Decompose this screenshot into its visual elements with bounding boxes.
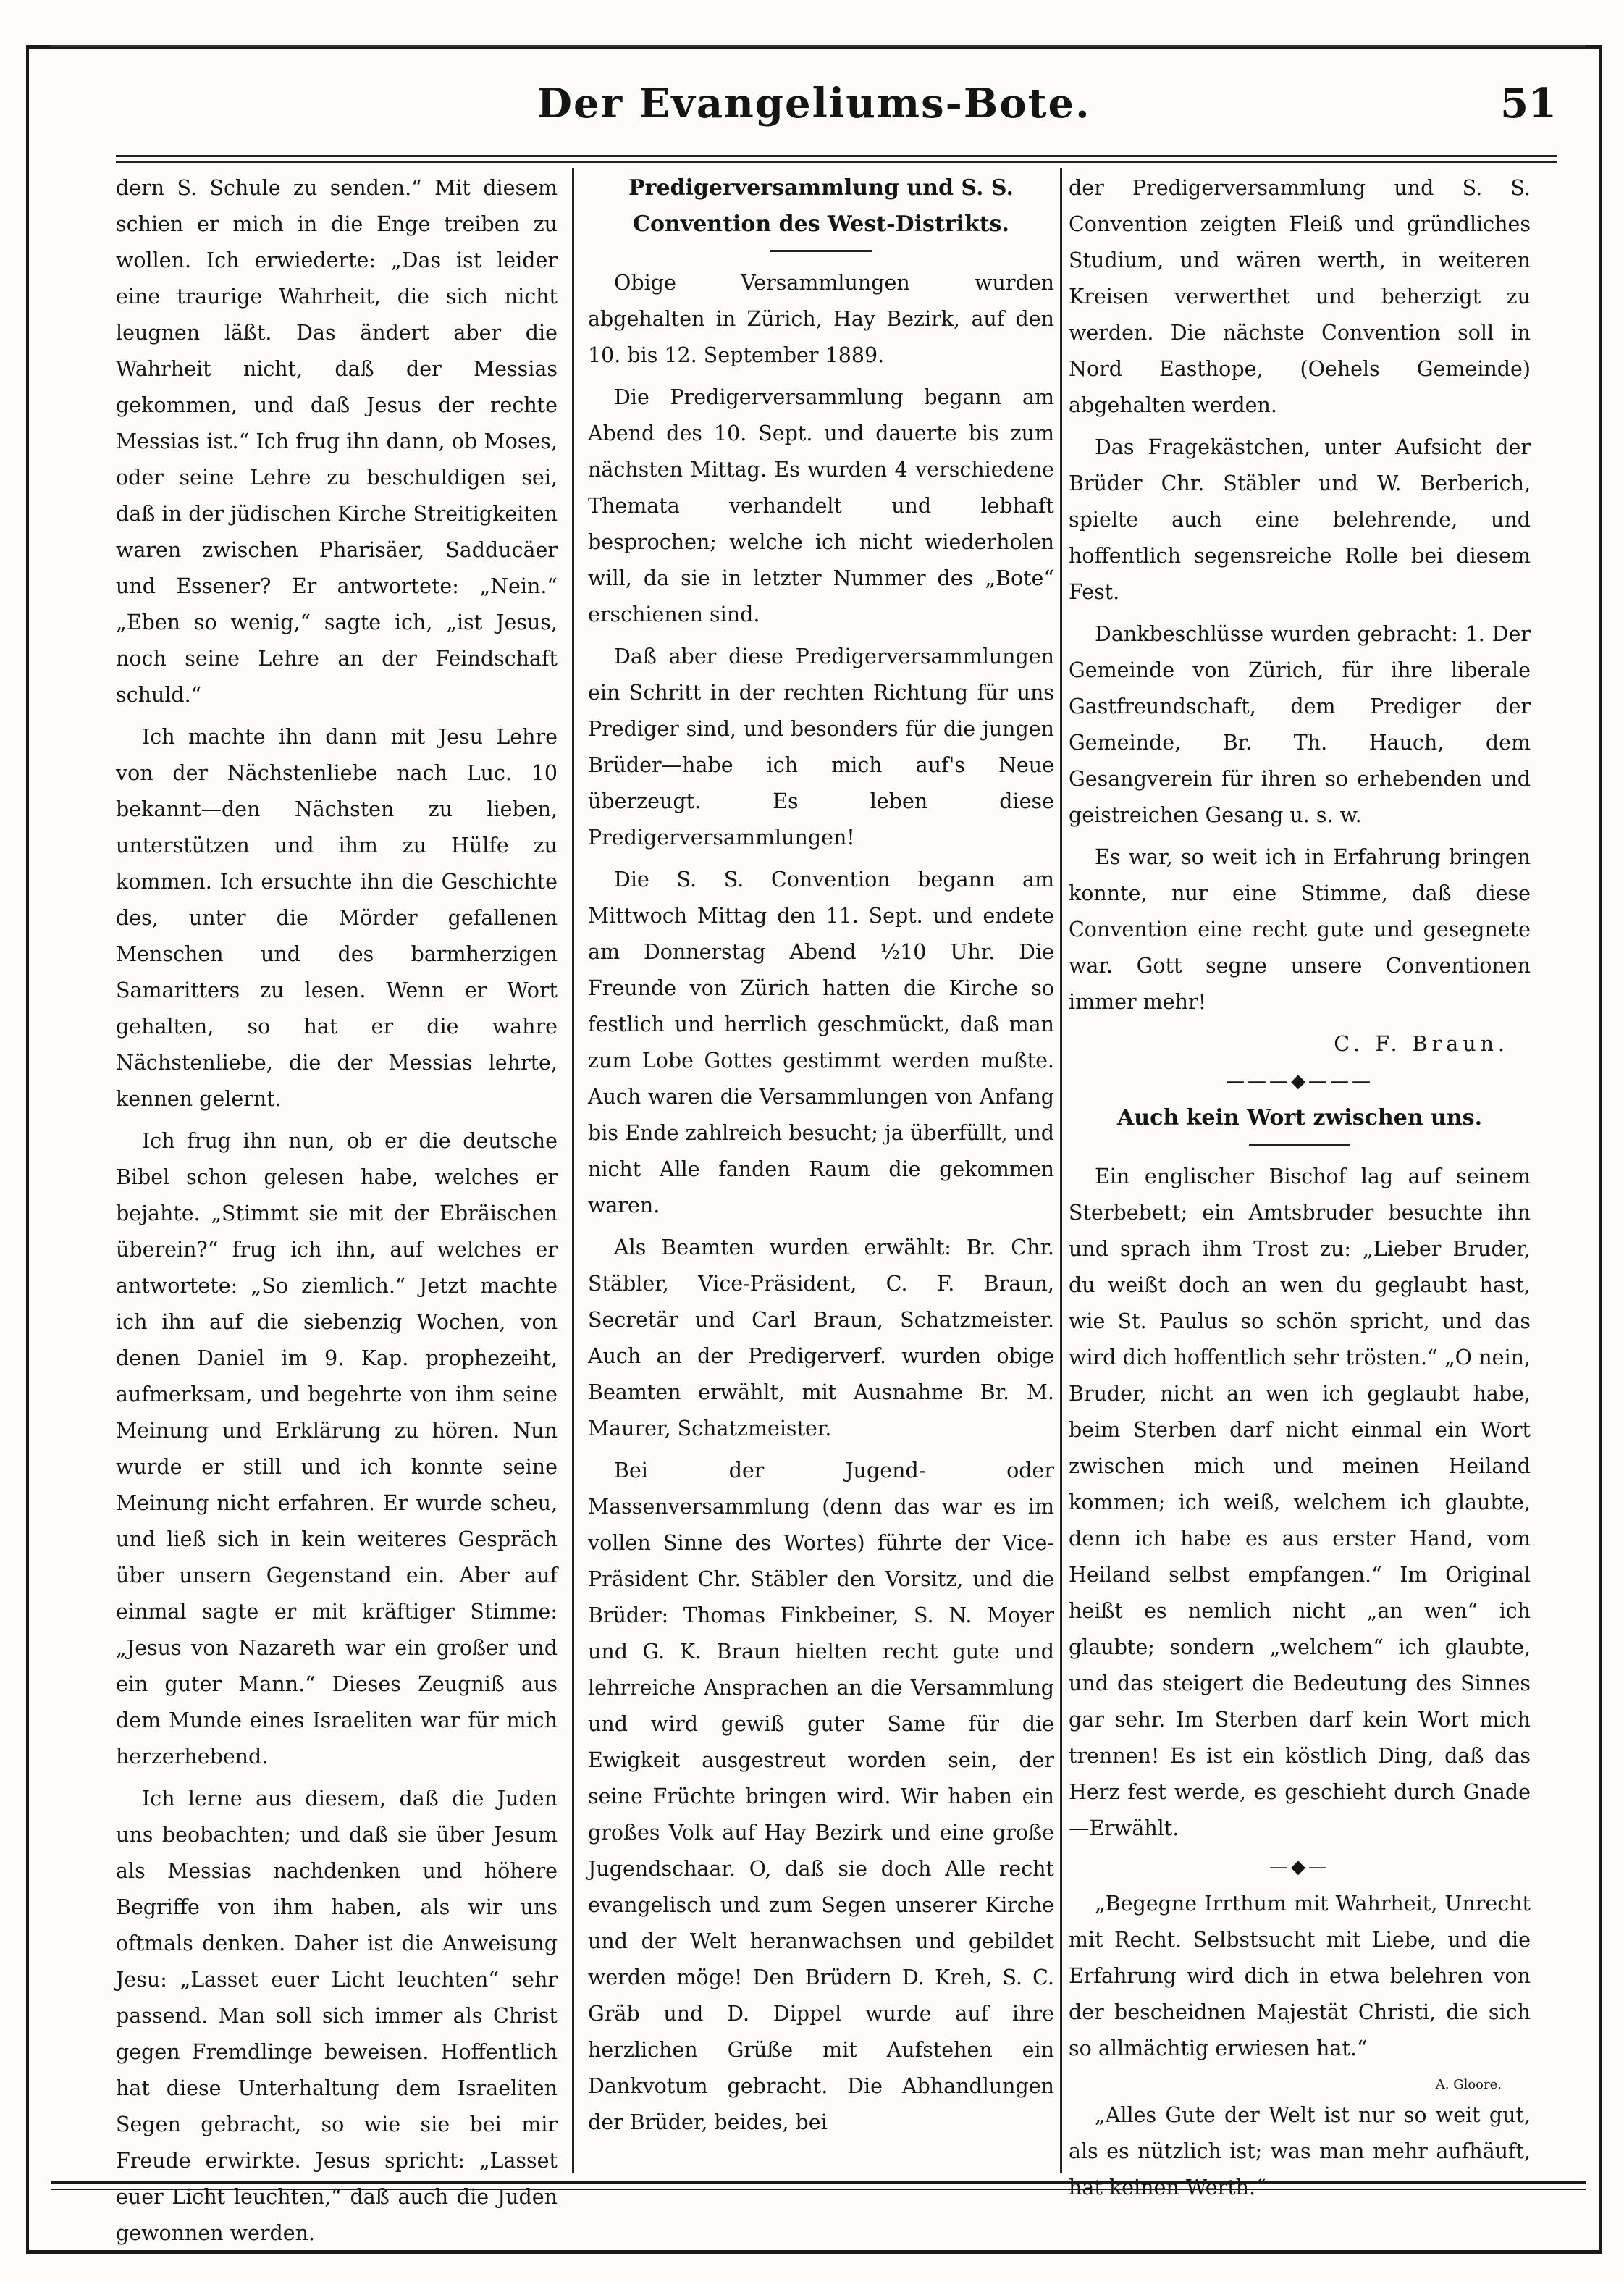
ornament-divider: —◆— (1269, 1856, 1330, 1878)
header-rule (116, 155, 1557, 157)
paragraph: Daß aber diese Predigerversammlungen ein Schritt in der rechten Richtung für uns Prediger sind, und besonders für die jungen Brüder—habe ich mich auf's Neue überzeugt. Es leben diese Predigerversammlungen! (588, 645, 1054, 850)
paragraph: Als Beamten wurden erwählt: Br. Chr. Stäbler, Vice-Präsident, C. F. Braun, Secretär und Carl Braun, Schatzmeister. Auch an der Predigerverf. wurden obige Beamten erwählt, mit Ausnahme Br. M. Maurer, Schatzmeister. (588, 1236, 1054, 1440)
quote: „Alles Gute der Welt ist nur so weit gut, als es nützlich ist; was man mehr aufhäuft, hat keinen Werth.“ (1069, 2103, 1531, 2199)
paragraph: Bei der Jugend- oder Massenversammlung (denn das war es im vollen Sinne des Wortes) führte der Vice-Präsident Chr. Stäbler den Vorsitz, und die Brüder: Thomas Finkbeiner, S. N. Moyer und G. K. Braun hielten recht gute und lehrreiche Ansprachen an die Versammlung und wird gewiß guter Same für die Ewigkeit ausgestreut worden sein, der seine Früchte bringen wird. Wir haben ein großes Volk auf Hay Bezirk und eine große Jugendschaar. O, daß sie doch Alle recht evangelisch und zum Segen unserer Kirche und der Welt heranwachsen und gebildet werden möge! Den Brüdern D. Kreh, S. C. Gräb und D. Dippel wurde auf ihre herzlichen Grüße mit Aufstehen ein Dankvotum gebracht. Die Abhandlungen der Brüder, beides, bei (588, 1459, 1054, 2134)
article-heading (588, 170, 1054, 243)
column-divider-2 (1060, 168, 1062, 2173)
header-rule-thin (116, 161, 1557, 163)
paragraph: Die S. S. Convention begann am Mittwoch Mittag den 11. Sept. und endete am Donnerstag Abend ½10 Uhr. Die Freunde von Zürich hatten die Kirche so festlich und herrlich geschmückt, daß man zum Lobe Gottes gestimmt werden mußte. Auch waren die Versammlungen von Anfang bis Ende zahlreich besucht; ja überfüllt, und nicht Alle fanden Raum die gekommen waren. (588, 868, 1054, 1217)
top-border-rule (51, 45, 1586, 47)
ornament-divider: ———◆——— (1226, 1070, 1373, 1092)
paragraph: Die Predigerversammlung begann am Abend des 10. Sept. und dauerte bis zum nächsten Mittag. Es wurden 4 verschiedene Themata verhandelt und lebhaft besprochen; welche ich nicht wiederholen will, da sie in letzter Nummer des „Bote“ erschienen sind. (588, 385, 1054, 626)
heading-rule (1249, 1144, 1350, 1146)
paragraph: Obige Versammlungen wurden abgehalten in Zürich, Hay Bezirk, auf den 10. bis 12. September 1889. (588, 271, 1054, 367)
paragraph: der Predigerversammlung und S. S. Convention zeigten Fleiß und gründliches Studium, und wären werth, in weiteren Kreisen verwerthet und beherzigt zu werden. Die nächste Convention soll in Nord Easthope, (Oehels Gemeinde) abgehalten werden. (1069, 176, 1531, 417)
heading-rule (770, 250, 872, 252)
footer-rule-thin (51, 2189, 1586, 2190)
footer-rule (51, 2181, 1586, 2184)
paragraph: Ich lerne aus diesem, daß die Juden uns beobachten; und daß sie über Jesum als Messias nachdenken und höhere Begriffe von ihm haben, als wir uns oftmals denken. Daher ist die Anweisung Jesu: „Lasset euer Licht leuchten“ sehr passend. Man soll sich immer als Christ gegen Fremdlinge beweisen. Hoffentlich hat diese Unterhaltung dem Israeliten Segen gebracht, so wie sie bei mir Freude erwirkte. Jesus spricht: „Lasset euer Licht leuchten,“ daß auch die Juden gewonnen werden. (116, 1787, 558, 2245)
paragraph: Es war, so weit ich in Erfahrung bringen konnte, nur eine Stimme, daß diese Convention eine recht gute und gesegnete war. Gott segne unsere Conventionen immer mehr! (1069, 845, 1531, 1014)
paragraph: Ein englischer Bischof lag auf seinem Sterbebett; ein Amtsbruder besuchte ihn und sprach ihm Trost zu: „Lieber Bruder, du weißt doch an wen du geglaubt hast, wie St. Paulus so schön spricht, und das wird dich hoffentlich sehr trösten.“ „O nein, Bruder, nicht an wen ich geglaubt habe, beim Sterben darf nicht einmal ein Wort zwischen mich und meinen Heiland kommen; ich weiß, welchem ich glaubte, denn ich habe es aus erster Hand, vom Heiland selbst empfangen.“ Im Original heißt es nemlich nicht „an wen“ ich glaubte; sondern „welchem“ ich glaubte, und das steigert die Bedeutung des Sinnes gar sehr. Im Sterben darf kein Wort mich trennen! Es ist ein köstlich Ding, daß das Herz fest werde, es geschieht durch Gnade —Erwählt. (1069, 1165, 1531, 1840)
column-2 (588, 170, 1054, 2169)
quote-attribution: A. Gloore. (1435, 2077, 1502, 2092)
heading-line: Predigerversammlung und S. S. (628, 175, 1014, 201)
newspaper-title: Der Evangeliums-Bote. (537, 80, 1091, 127)
column-1 (116, 170, 558, 2245)
paragraph: Ich machte ihn dann mit Jesu Lehre von der Nächstenliebe nach Luc. 10 bekannt—den Nächsten zu lieben, unterstützen und ihm zu Hülfe zu kommen. Ich ersuchte ihn die Geschichte des, unter die Mörder gefallenen Menschen und des barmherzigen Samaritters zu lesen. Wenn er Wort gehalten, so hat er die wahre Nächstenliebe, die der Messias lehrte, kennen gelernt. (116, 725, 558, 1111)
quote: „Begegne Irrthum mit Wahrheit, Unrecht mit Recht. Selbstsucht mit Liebe, und die Erfahrung wird dich in etwa belehren von der bescheidnen Majestät Christi, die sich so allmächtig erwiesen hat.“ (1069, 1892, 1531, 2060)
page-number: 51 (1500, 80, 1557, 127)
signature: C. F. Braun. (1334, 1032, 1509, 1056)
paragraph: Dankbeschlüsse wurden gebracht: 1. Der Gemeinde von Zürich, für ihre liberale Gastfreundschaft, dem Prediger der Gemeinde, Br. Th. Hauch, dem Gesangverein für ihren so erhebenden und geistreichen Gesang u. s. w. (1069, 622, 1531, 827)
heading-line: Convention des West-Distrikts. (633, 211, 1009, 237)
column-divider-1 (572, 168, 574, 2173)
paragraph: Ich frug ihn nun, ob er die deutsche Bibel schon gelesen habe, welches er bejahte. „Stimmt sie mit der Ebräischen überein?“ frug ich ihn, auf welches er antwortete: „So ziemlich.“ Jetzt machte ich ihn auf die siebenzig Wochen, von denen Daniel im 9. Kap. prophezeiht, aufmerksam, und begehrte von ihm seine Meinung und Erklärung zu hören. Nun wurde er still und ich konnte seine Meinung nicht erfahren. Er wurde scheu, und ließ sich in kein weiteres Gespräch über unsern Gegenstand ein. Aber auf einmal sagte er mit kräftiger Stimme: „Jesus von Nazareth war ein großer und ein guter Mann.“ Dieses Zeugniß aus dem Munde eines Israeliten war für mich herzerhebend. (116, 1129, 558, 1769)
paragraph: Das Fragekästchen, unter Aufsicht der Brüder Chr. Stäbler und W. Berberich, spielte auch eine belehrende, und hoffentlich segensreiche Rolle bei diesem Fest. (1069, 435, 1531, 604)
article-heading: Auch kein Wort zwischen uns. (1116, 1105, 1483, 1130)
column-3 (1069, 170, 1531, 2199)
paragraph: dern S. Schule zu senden.“ Mit diesem schien er mich in die Enge treiben zu wollen. Ich erwiederte: „Das ist leider eine traurige Wahrheit, die sich nicht leugnen läßt. Das ändert aber die Wahrheit nicht, daß der Messias gekommen, und daß Jesus der rechte Messias ist.“ Ich frug ihn dann, ob Moses, oder seine Lehre zu beschuldigen sei, daß in der jüdischen Kirche Streitigkeiten waren zwischen Pharisäer, Sadducäer und Essener? Er antwortete: „Nein.“ „Eben so wenig,“ sagte ich, „ist Jesus, noch seine Lehre an der Feindschaft schuld.“ (116, 176, 558, 707)
masthead (26, 51, 1602, 152)
